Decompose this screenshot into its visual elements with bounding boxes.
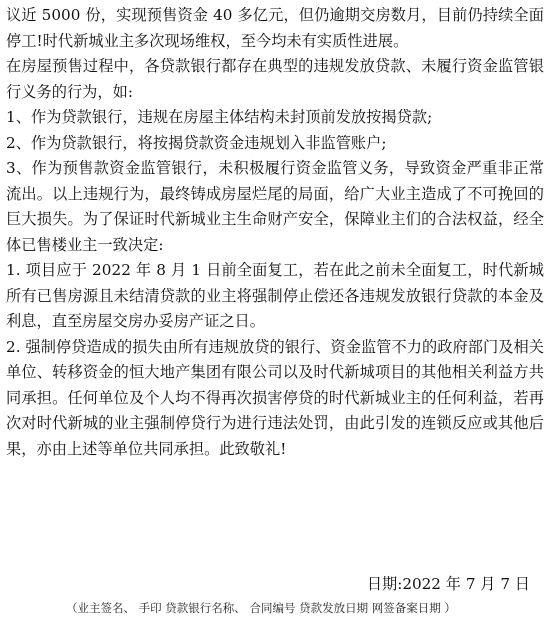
paragraph-decision-1: 1. 项目应于 2022 年 8 月 1 日前全面复工，若在此之前未全面复工，时代新城所有已售房源且未结清贷款的业主将强制停止偿还各违规发放银行贷款的本金及利息，直至房屋交房办妥房产证之日。 xyxy=(6,261,544,330)
paragraph-decision-2: 2. 强制停贷造成的损失由所有违规放贷的银行、资金监管不力的政府部门及相关单位、转移资金的恒大地产集团有限公司以及时代新城项目的其他相关利益方共同承担。任何单位及个人均不得再次损害停贷的时代新城业主的任何利益，若再次对时代新城的业主强制停贷行为进行违法处罚，由此引发的连锁反应或其他后果，亦由上述等单位共同承担。此致敬礼! xyxy=(6,337,544,458)
document-date: 日期:2022 年 7 月 7 日 xyxy=(366,575,530,593)
paragraph-violation-1: 1、作为贷款银行，违规在房屋主体结构未封顶前发放按揭贷款; xyxy=(6,108,433,126)
paragraph-intro: 议近 5000 份，实现预售资金 40 多亿元，但仍逾期交房数月，目前仍持续全面停工!时代新城业主多次现场维权，至今均未有实质性进展。 xyxy=(6,6,544,50)
paragraph-violation-2: 2、作为贷款银行，将按揭贷款资金违规划入非监管账户; xyxy=(6,133,387,152)
signature-fields-note: （业主签名、 手印 贷款银行名称、 合同编号 贷款发放日期 网签备案日期 ） xyxy=(66,601,456,615)
paragraph-violations-intro: 在房屋预售过程中，各贷款银行都存在典型的违规发放贷款、未履行资金监管银行义务的行为，如: xyxy=(6,57,544,101)
paragraph-violation-3: 3、作为预售款资金监管银行，未积极履行资金监管义务，导致资金严重非正常流出。以上违规行为，最终铸成房屋烂尾的局面，给广大业主造成了不可挽回的巨大损失。为了保证时代新城业主生命财产安全，保障业主们的合法权益，经全体已售楼业主一致决定: xyxy=(6,159,544,254)
